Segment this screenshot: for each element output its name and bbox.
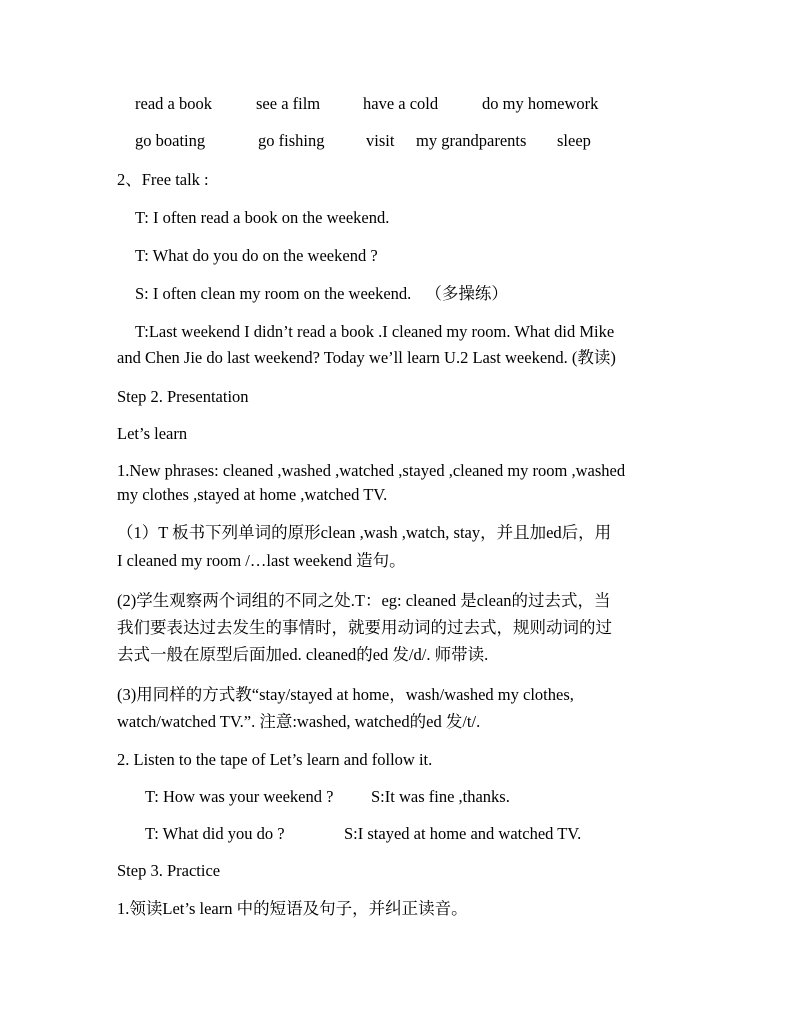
dialogue-line: S:I stayed at home and watched TV. <box>344 824 582 843</box>
dialogue-line: T: How was your weekend ? <box>145 787 334 806</box>
paragraph-line: 2. Listen to the tape of Let’s learn and follow it. <box>117 750 433 769</box>
phrase-item: go boating <box>135 131 206 150</box>
paragraph-line: 1.领读Let’s learn 中的短语及句子，并纠正读音。 <box>117 899 468 918</box>
dialogue-line: S:It was fine ,thanks. <box>371 787 510 806</box>
dialogue-line: T: What do you do on the weekend ? <box>135 246 378 265</box>
phrase-item: my grandparents <box>416 131 527 150</box>
paragraph-line: (2)学生观察两个词组的不同之处.T：eg: cleaned 是clean的过去式，当 <box>117 591 611 610</box>
dialogue-text: S: I often clean my room on the weekend. <box>135 284 412 303</box>
phrase-item: sleep <box>557 131 591 150</box>
lets-learn-heading: Let’s learn <box>117 424 188 443</box>
phrase-item: have a cold <box>363 94 439 113</box>
phrase-item: do my homework <box>482 94 599 113</box>
phrase-item: see a film <box>256 94 321 113</box>
paragraph-line: 1.New phrases: cleaned ,washed ,watched ,stayed ,cleaned my room ,washed <box>117 461 626 480</box>
step2-heading: Step 2. Presentation <box>117 387 249 406</box>
dialogue-line: T:Last weekend I didn’t read a book .I cleaned my room. What did Mike <box>135 322 615 341</box>
paragraph-line: 我们要表达过去发生的事情时，就要用动词的过去式，规则动词的过 <box>117 618 612 637</box>
dialogue-line: T: I often read a book on the weekend. <box>135 208 390 227</box>
dialogue-line: and Chen Jie do last weekend? Today we’ll learn U.2 Last weekend. (教读) <box>117 348 616 367</box>
paragraph-line: watch/watched TV.”. 注意:washed, watched的ed 发/t/. <box>117 712 481 731</box>
paragraph-line: （1）T 板书下列单词的原形clean ,wash ,watch, stay，并且加ed后，用 <box>117 523 612 542</box>
paragraph-line: my clothes ,stayed at home ,watched TV. <box>117 485 388 504</box>
dialogue-note: （多操练） <box>425 284 508 303</box>
phrase-item: go fishing <box>258 131 325 150</box>
paragraph-line: (3)用同样的方式教“stay/stayed at home，wash/washed my clothes, <box>117 685 574 704</box>
phrase-item: read a book <box>135 94 212 113</box>
step3-heading: Step 3. Practice <box>117 861 221 880</box>
dialogue-line <box>135 284 508 304</box>
paragraph-line: I cleaned my room /…last weekend 造句。 <box>117 551 406 570</box>
dialogue-line: T: What did you do ? <box>145 824 285 843</box>
free-talk-heading: 2、Free talk : <box>117 170 209 189</box>
phrase-item: visit <box>366 131 395 150</box>
paragraph-line: 去式一般在原型后面加ed. cleaned的ed 发/d/. 师带读. <box>117 645 489 664</box>
